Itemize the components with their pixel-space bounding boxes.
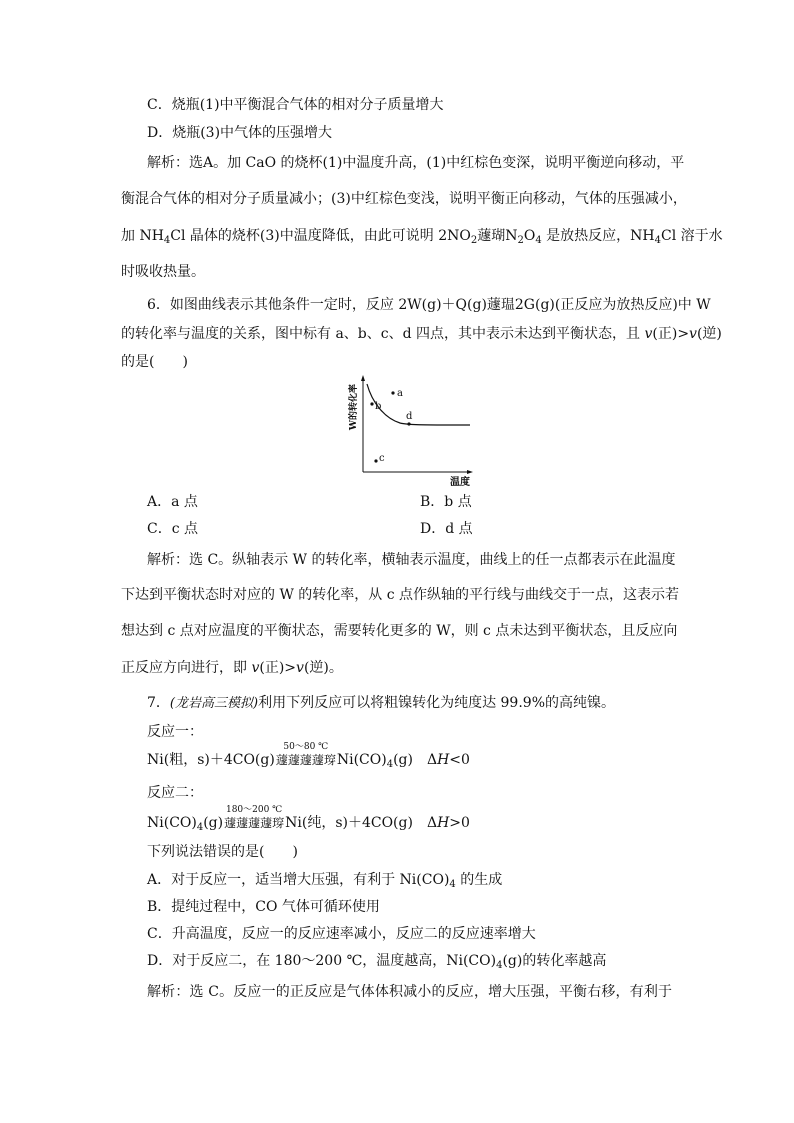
text-run: >0 xyxy=(449,815,470,831)
q6-option-c: C．c 点 xyxy=(147,521,199,537)
text-run: 加 NH xyxy=(121,228,164,244)
q7-question: 下列说法错误的是( ) xyxy=(147,844,298,860)
italic-symbol: H xyxy=(437,752,450,768)
subscript: 4 xyxy=(196,822,204,833)
q7-reaction1-label: 反应一： xyxy=(147,724,203,740)
point-b-label: b xyxy=(375,401,382,412)
q5-analysis-line xyxy=(121,226,723,246)
q6-analysis-line: 下达到平衡状态时对应的 W 的转化率，从 c 点作纵轴的平行线与曲线交于一点，这表示若 xyxy=(121,587,680,603)
q5-analysis-line: 衡混合气体的相对分子质量减小；(3)中红棕色变浅，说明平衡正向移动，气体的压强减小， xyxy=(121,191,687,207)
italic-symbol: v xyxy=(251,660,260,676)
q7-analysis-line: 解析：选 C。反应一的正反应是气体体积减小的反应，增大压强，平衡右移，有利于 xyxy=(147,984,672,1000)
text-run: (逆) xyxy=(696,326,722,342)
subscript: 2 xyxy=(470,235,478,246)
q6-stem-line: 6．如图曲线表示其他条件一定时，反应 2W(g)＋Q(g)蘧瑥2G(g)(正反应为放热反应)中 W xyxy=(147,297,711,313)
subscript: 4 xyxy=(535,235,542,246)
text-run: Cl 溶于水 xyxy=(661,228,723,244)
italic-symbol: v xyxy=(296,660,304,676)
reaction-condition: 180～200 ℃ xyxy=(225,805,283,815)
subscript: 4 xyxy=(496,960,503,971)
q6-stem-line xyxy=(121,324,722,344)
reaction-arrow-glyphs: 蘧蘧蘧蘧瑏 xyxy=(275,753,336,767)
text-run: D．对于反应二，在 180～200 ℃，温度越高，Ni(CO) xyxy=(147,953,497,969)
text-run: Ni(CO) xyxy=(147,815,197,831)
x-axis-label: 温度 xyxy=(450,477,470,488)
q7-reaction2-label: 反应二： xyxy=(147,785,203,801)
text-run: 的转化率与温度的关系，图中标有 a、b、c、d 四点，其中表示未达到平衡状态，且 xyxy=(121,326,645,342)
subscript: 4 xyxy=(386,759,394,770)
text-run: (正)> xyxy=(652,326,690,342)
equilibrium-curve xyxy=(367,384,470,425)
q7-option-c: C．升高温度，反应一的反应速率减小，反应二的反应速率增大 xyxy=(147,926,536,942)
text-run: 是放热反应，NH xyxy=(541,228,655,244)
text-run: 利用下列反应可以将粗镍转化为纯度达 99.9%的高纯镍。 xyxy=(258,695,616,711)
q6-stem-line: 的是( ) xyxy=(121,354,188,370)
text-run: 蘧瑚N xyxy=(477,228,518,244)
q6-analysis-line: 想达到 c 点对应温度的平衡状态，需要转化更多的 W，则 c 点未达到平衡状态，且反应向 xyxy=(121,623,678,639)
text-run: (g)的转化率越高 xyxy=(502,953,607,969)
q7-option-b: B．提纯过程中，CO 气体可循环使用 xyxy=(147,899,380,915)
q6-option-a: A．a 点 xyxy=(147,494,198,510)
text-run: Ni(粗，s)＋4CO(g) xyxy=(147,752,275,768)
reaction-condition: 50～80 ℃ xyxy=(283,742,329,752)
subscript: 4 xyxy=(163,235,171,246)
text-run: 7． xyxy=(147,695,170,711)
conversion-temperature-figure xyxy=(340,372,480,492)
italic-symbol: v xyxy=(644,326,653,342)
y-axis-label: W的转化率 xyxy=(349,383,359,431)
x-axis-arrow xyxy=(467,470,473,474)
q5-option-d: D．烧瓶(3)中气体的压强增大 xyxy=(147,125,333,141)
text-run: (g) Δ xyxy=(393,752,438,768)
text-run: Ni(纯，s)＋4CO(g) Δ xyxy=(285,815,438,831)
text-run: Cl 晶体的烧杯(3)中温度降低，由此可说明 2NO xyxy=(170,228,471,244)
q5-analysis-line: 时吸收热量。 xyxy=(121,264,205,280)
point-d-label: d xyxy=(406,411,413,422)
q7-option-a xyxy=(147,870,672,890)
q5-analysis-line: 解析：选A。加 CaO 的烧杯(1)中温度升高，(1)中红棕色变深，说明平衡逆向移动，平 xyxy=(147,155,685,171)
q6-analysis-line: 解析：选 C。纵轴表示 W 的转化率，横轴表示温度，曲线上的任一点都表示在此温度 xyxy=(147,552,676,568)
q7-option-d xyxy=(147,951,672,971)
italic-symbol: v xyxy=(689,326,697,342)
q6-option-b: B．b 点 xyxy=(420,494,472,510)
subscript: 4 xyxy=(654,235,662,246)
q5-option-c: C．烧瓶(1)中平衡混合气体的相对分子质量增大 xyxy=(147,97,444,113)
text-run: 正反应方向进行，即 xyxy=(121,660,252,676)
italic-symbol: H xyxy=(437,815,450,831)
text-run: <0 xyxy=(449,752,470,768)
q6-analysis-line xyxy=(121,658,672,678)
text-run: 的生成 xyxy=(455,872,503,888)
reaction-arrow xyxy=(224,805,285,833)
point-c-label: c xyxy=(379,453,385,464)
point-b xyxy=(370,402,373,405)
point-a xyxy=(391,391,394,394)
reaction-arrow xyxy=(275,742,336,770)
point-a-label: a xyxy=(397,388,403,399)
point-c xyxy=(374,459,377,462)
subscript: 4 xyxy=(449,879,456,890)
text-run: (逆)。 xyxy=(303,660,343,676)
text-run: Ni(CO) xyxy=(336,752,387,768)
text-run: O xyxy=(523,228,536,244)
q7-reaction1-equation xyxy=(147,742,672,770)
q6-option-d: D．d 点 xyxy=(420,521,473,537)
point-d xyxy=(407,422,410,425)
text-run: (g) xyxy=(203,815,224,831)
question-source: (龙岩高三模拟) xyxy=(169,696,259,711)
text-run: A．对于反应一，适当增大压强，有利于 Ni(CO) xyxy=(147,872,450,888)
q7-reaction2-equation xyxy=(147,805,672,833)
y-axis-arrow xyxy=(361,375,365,381)
subscript: 2 xyxy=(517,235,524,246)
reaction-arrow-glyphs: 蘧蘧蘧蘧瑏 xyxy=(224,816,285,830)
text-run: (正)> xyxy=(259,660,297,676)
q7-stem xyxy=(147,693,672,713)
